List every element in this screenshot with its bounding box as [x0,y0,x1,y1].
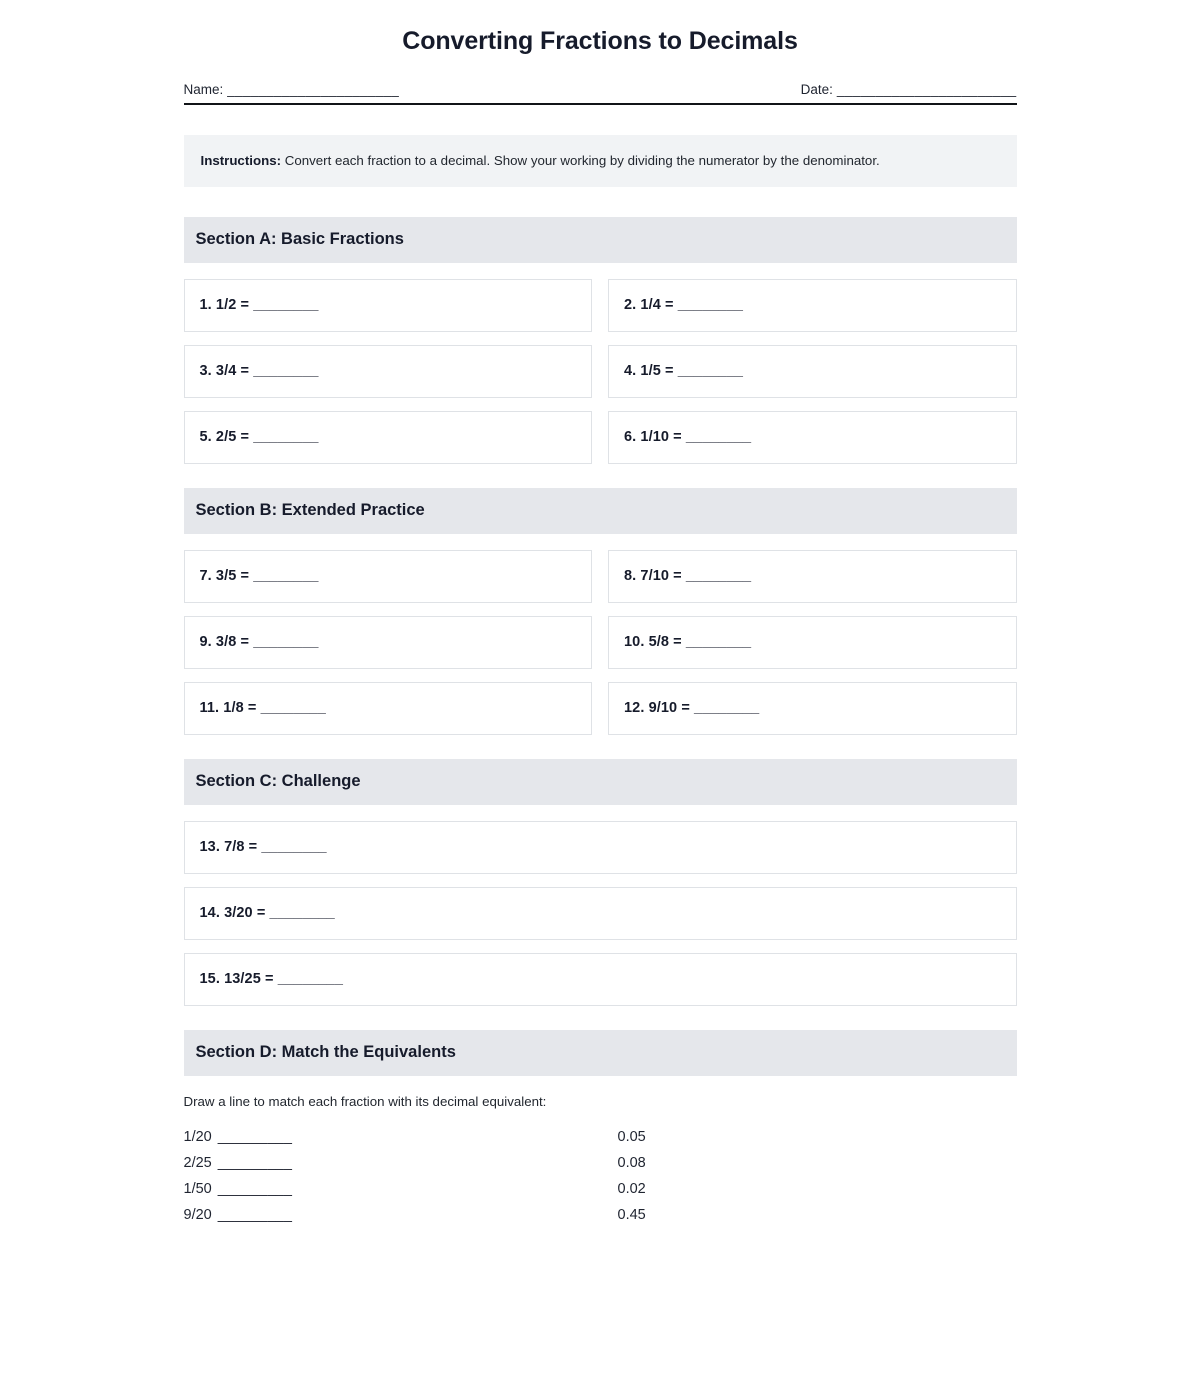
question-grid [184,550,1017,735]
question-text: 7. 3/5 = ________ [199,568,319,585]
question-box[interactable] [184,953,1017,1006]
match-row[interactable] [184,1207,1017,1223]
question-box[interactable] [608,345,1017,398]
question-text: 11. 1/8 = ________ [199,700,326,717]
match-blank-line[interactable]: _________ [217,1154,293,1171]
question-text: 15. 13/25 = ________ [199,971,344,988]
question-box[interactable] [608,550,1017,603]
name-field[interactable] [184,82,400,97]
question-text: 14. 3/20 = ________ [199,905,335,922]
date-blank-line[interactable]: _______________________ [836,81,1017,97]
match-instructions: Draw a line to match each fraction with its decimal equivalent: [183,1094,547,1110]
match-decimal: 0.05 [617,1128,646,1145]
question-grid [184,821,1017,1006]
match-fraction: 2/25 [183,1154,212,1171]
instructions-text: Convert each fraction to a decimal. Show your working by dividing the numerator by the denominator. [281,152,880,168]
match-row[interactable] [184,1155,1017,1171]
name-label: Name: [183,81,224,97]
instructions-box [184,135,1017,188]
match-fraction: 9/20 [183,1206,212,1223]
question-text: 6. 1/10 = ________ [624,429,752,446]
question-text: 12. 9/10 = ________ [624,700,760,717]
question-text: 4. 1/5 = ________ [624,363,744,380]
match-decimal: 0.08 [617,1154,646,1171]
sections-container [184,217,1017,1006]
date-label: Date: [800,81,833,97]
name-date-row [184,82,1017,105]
question-text: 13. 7/8 = ________ [199,839,327,856]
name-blank-line[interactable]: ______________________ [227,81,400,97]
question-text: 8. 7/10 = ________ [624,568,752,585]
question-box[interactable] [184,616,593,669]
question-box[interactable] [184,279,593,332]
question-box[interactable] [608,411,1017,464]
question-text: 9. 3/8 = ________ [199,634,319,651]
match-row[interactable] [184,1181,1017,1197]
match-fraction-cell[interactable] [184,1207,618,1223]
question-box[interactable] [608,682,1017,735]
question-text: 3. 3/4 = ________ [199,363,319,380]
match-fraction-cell[interactable] [184,1155,618,1171]
match-fraction: 1/20 [183,1128,212,1145]
section-heading-b: Section B: Extended Practice [184,488,1017,534]
page-title: Converting Fractions to Decimals [402,27,798,55]
section-heading-d: Section D: Match the Equivalents [184,1030,1017,1076]
match-row[interactable] [184,1129,1017,1145]
question-box[interactable] [184,887,1017,940]
match-list [184,1129,1017,1223]
question-box[interactable] [184,821,1017,874]
question-text: 10. 5/8 = ________ [624,634,752,651]
question-text: 5. 2/5 = ________ [199,429,319,446]
section-heading-c: Section C: Challenge [184,759,1017,805]
match-fraction-cell[interactable] [184,1129,618,1145]
match-blank-line[interactable]: _________ [217,1180,293,1197]
question-box[interactable] [184,682,593,735]
question-text: 2. 1/4 = ________ [624,297,744,314]
question-box[interactable] [184,550,593,603]
match-decimal: 0.02 [617,1180,646,1197]
question-text: 1. 1/2 = ________ [199,297,319,314]
question-box[interactable] [184,411,593,464]
question-grid [184,279,1017,464]
match-fraction: 1/50 [183,1180,212,1197]
date-field[interactable] [801,82,1017,97]
match-blank-line[interactable]: _________ [217,1206,293,1223]
section-heading-a: Section A: Basic Fractions [184,217,1017,263]
match-blank-line[interactable]: _________ [217,1128,293,1145]
question-box[interactable] [184,345,593,398]
match-decimal: 0.45 [617,1206,646,1223]
question-box[interactable] [608,279,1017,332]
match-fraction-cell[interactable] [184,1181,618,1197]
instructions-label: Instructions: [200,152,282,168]
question-box[interactable] [608,616,1017,669]
worksheet-sheet [184,0,1017,1223]
